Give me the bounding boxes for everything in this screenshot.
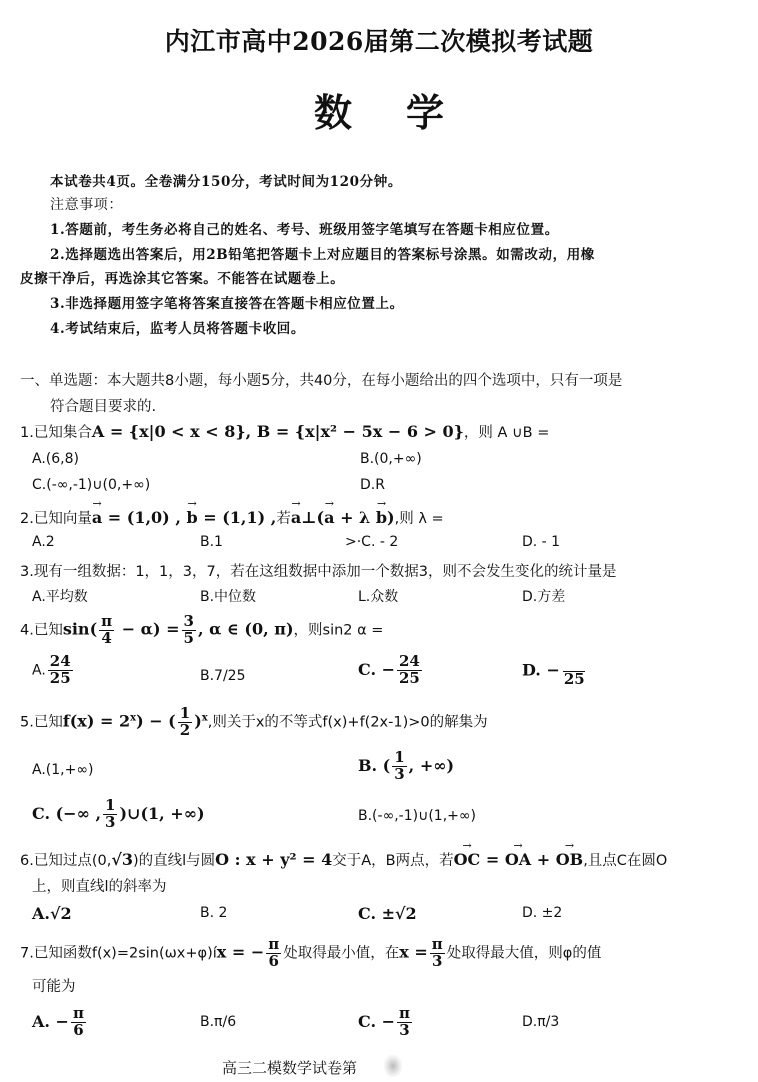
page-footer: 高三二模数学试卷第 — [222, 1059, 358, 1077]
fraction-denominator: 3 — [399, 1020, 410, 1039]
q6-option-d: D. ±2 — [522, 905, 563, 921]
q1-math: A = {x|0 < x < 8}, B = {x|x² − 5x − 6 > 0} — [91, 422, 464, 441]
question-7 — [20, 937, 601, 970]
q2-vector-b: → b — [376, 508, 387, 527]
q3-option-d: D.方差 — [522, 589, 566, 605]
q7-option-a-fraction — [71, 1006, 86, 1039]
fraction-numerator: 24 — [49, 652, 71, 670]
q5-fraction-1-2 — [178, 706, 192, 739]
q7-fraction-pi-6 — [266, 937, 281, 970]
q2-math: = (1,0) , — [102, 508, 187, 527]
fraction-numerator: 3 — [183, 612, 194, 630]
q7-lead: 7.已知函数f(x)=2sin(ωx+φ) — [20, 945, 213, 962]
q5-option-c — [32, 798, 205, 831]
fraction-numerator: 1 — [105, 796, 116, 814]
q6-option-b: B. 2 — [200, 905, 228, 921]
fraction-denominator: 25 — [399, 668, 420, 687]
q6-mid2: 交于A，B两点，若 — [332, 853, 454, 869]
question-7-cont: 可能为 — [32, 979, 76, 995]
fraction-denominator: 25 — [49, 668, 71, 687]
note-item-2: 2.选择题选出答案后，用2B铅笔把答题卡上对应题目的答案标号涂黑。如需改动，用橡 — [50, 247, 595, 263]
q5-math: f(x) = 2 — [62, 711, 131, 731]
exam-title: 内江市高中2026届第二次模拟考试题 — [164, 27, 594, 56]
fraction-denominator: 6 — [73, 1020, 84, 1039]
q1-option-d: D.R — [360, 477, 385, 493]
option-label: B. ( — [358, 755, 391, 775]
q4-lead: 4.已知 — [20, 622, 63, 639]
q2-math: ) — [387, 508, 395, 527]
question-1 — [20, 421, 549, 442]
q1-lead: 1.已知集合 — [20, 425, 92, 441]
q7-option-c — [358, 1006, 414, 1039]
option-label: A. − — [32, 1011, 69, 1031]
q6-tail: ,且点C在圆O — [583, 853, 668, 869]
q4-math: , α ∈ (0, π) — [197, 619, 294, 639]
question-3: 3.现有一组数据：1，1，3，7，若在这组数据中添加一个数据3，则不会发生变化的统计量是 — [20, 564, 617, 580]
question-6-cont: 上，则直线l的斜率为 — [32, 879, 167, 895]
question-2 — [20, 507, 444, 528]
fraction-denominator: 25 — [563, 670, 585, 688]
fraction-denominator: 2 — [179, 720, 191, 739]
q1-option-b: B.(0,+∞) — [360, 451, 422, 467]
q2-option-d: D. - 1 — [522, 534, 561, 550]
section-heading: 一、单选题：本大题共8小题，每小题5分，共40分，在每小题给出的四个选项中，只有一项是 — [20, 373, 623, 389]
q7-option-b: B.π/6 — [200, 1014, 237, 1030]
q4-option-c — [358, 654, 424, 687]
q3-option-a: A.平均数 — [32, 589, 88, 605]
note-item-2-cont: 皮擦干净后，再选涂其它答案。不能答在试题卷上。 — [20, 271, 345, 287]
fraction-denominator: 3 — [394, 764, 405, 783]
q2-option-a: A.2 — [32, 534, 55, 550]
fraction-numerator: 1 — [394, 748, 405, 766]
q5-math: ) — [194, 711, 202, 731]
question-6 — [20, 849, 667, 870]
fraction-numerator: π — [101, 612, 113, 630]
q5-option-d: B.(-∞,-1)∪(1,+∞) — [358, 808, 477, 824]
q2-vector-a: → a — [324, 508, 334, 527]
q6-vector-ob: → OB — [556, 850, 583, 869]
q5-tail: ,则关于x的不等式f(x)+f(2x-1)>0的解集为 — [207, 714, 488, 731]
q3-option-c: L.众数 — [358, 589, 399, 605]
q1-option-a: A.(6,8) — [32, 451, 79, 467]
fraction-denominator: 3 — [432, 951, 443, 970]
q6-lead: 6.已知过点(0, — [20, 853, 112, 869]
q2-math: = (1,1) , — [197, 508, 277, 527]
question-5 — [20, 706, 488, 739]
option-tail: )∪(1, +∞) — [119, 803, 205, 823]
q2-mid: 若 — [276, 511, 291, 527]
q5-option-b-fraction — [392, 750, 406, 783]
q1-tail: ，则 A ∪B = — [463, 425, 550, 441]
q4-option-b: B.7/25 — [200, 668, 246, 684]
fraction-numerator: π — [399, 1004, 410, 1022]
q6-math: = — [480, 850, 505, 869]
fraction-numerator: π — [431, 935, 443, 953]
fraction-numerator: π — [268, 935, 280, 953]
notes-heading: 注意事项： — [50, 197, 123, 213]
fraction-denominator: 6 — [268, 951, 279, 970]
q7-mid: 处取得最小值，在 — [283, 945, 400, 962]
q5-lead: 5.已知 — [20, 714, 63, 731]
q2-vector-a: → a — [92, 508, 102, 527]
q6-mid: )的直线l与圆 — [132, 853, 216, 869]
q7-option-d: D.π/3 — [522, 1014, 560, 1030]
fraction-numerator: 24 — [399, 652, 420, 670]
q7-tail: 处取得最大值，则φ的值 — [446, 945, 602, 962]
q6-root: √3 — [111, 850, 133, 869]
q2-lead: 2.已知向量 — [20, 511, 92, 527]
q2-vector-a: → a — [291, 508, 301, 527]
q6-option-a: A.√2 — [32, 904, 72, 923]
scan-smudge — [384, 1055, 402, 1077]
q7-fraction-pi-3 — [430, 937, 445, 970]
q6-math: + — [531, 850, 556, 869]
q4-option-d-fraction — [562, 654, 587, 688]
q7-option-a — [32, 1006, 88, 1039]
q4-option-a-fraction — [48, 654, 73, 687]
q3-option-b: B.中位数 — [200, 589, 257, 605]
q5-option-c-fraction — [103, 798, 117, 831]
q5-exponent: x — [130, 712, 137, 724]
q2-tail: ,则 λ = — [394, 511, 444, 527]
q6-option-c: C. ±√2 — [358, 904, 417, 923]
fraction-denominator: 4 — [101, 628, 112, 647]
option-label: C. (−∞ , — [32, 803, 102, 823]
q2-option-c: >·C. - 2 — [345, 534, 399, 550]
q4-option-a — [32, 654, 75, 687]
exam-intro: 本试卷共4页。全卷满分150分，考试时间为120分钟。 — [50, 174, 402, 190]
q4-fraction-3-5 — [182, 614, 196, 647]
q4-option-d — [522, 654, 589, 688]
option-tail: , +∞) — [408, 755, 455, 775]
q2-math: ⊥( — [301, 508, 325, 527]
q5-exponent: x — [201, 712, 208, 724]
q4-math: − α) = — [116, 619, 180, 639]
q7-math: x = − — [216, 942, 265, 962]
q5-option-a: A.(1,+∞) — [32, 762, 94, 778]
note-item-4: 4.考试结束后，监考人员将答题卡收回。 — [50, 321, 305, 337]
option-label: C. − — [358, 659, 395, 679]
q4-fraction-pi-4 — [99, 614, 114, 647]
q2-math: + λ — [334, 508, 376, 527]
option-label: C. − — [358, 1011, 395, 1031]
q4-option-c-fraction — [397, 654, 422, 687]
note-item-3: 3.非选择题用签字笔将答案直接答在答题卡相应位置上。 — [50, 296, 404, 312]
q4-math: sin( — [62, 619, 98, 639]
q4-tail: ，则sin2 α = — [293, 622, 384, 639]
subject-heading: 数学 — [313, 90, 498, 135]
q6-vector-oa: → OA — [505, 850, 531, 869]
option-label: A. — [32, 662, 46, 679]
q7-at: í — [212, 945, 217, 962]
q2-vector-b: → b — [186, 508, 197, 527]
q1-option-c: C.(-∞,-1)∪(0,+∞) — [32, 477, 151, 493]
question-4 — [20, 614, 383, 647]
q6-vector-oc: → OC — [454, 850, 481, 869]
section-heading-cont: 符合题目要求的. — [50, 399, 157, 415]
q6-circle: O : x + y² = 4 — [215, 850, 333, 869]
note-item-1: 1.答题前，考生务必将自己的姓名、考号、班级用签字笔填写在答题卡相应位置。 — [50, 222, 559, 238]
option-label: D. − — [522, 660, 560, 680]
q5-option-b — [358, 750, 454, 783]
fraction-denominator: 5 — [183, 628, 194, 647]
q7-option-c-fraction — [397, 1006, 412, 1039]
fraction-denominator: 3 — [105, 812, 116, 831]
fraction-numerator: π — [72, 1004, 84, 1022]
q7-math: x = — [399, 942, 428, 962]
fraction-numerator: 1 — [179, 704, 191, 722]
q5-math: ) − ( — [136, 711, 176, 731]
q2-option-b: B.1 — [200, 534, 223, 550]
